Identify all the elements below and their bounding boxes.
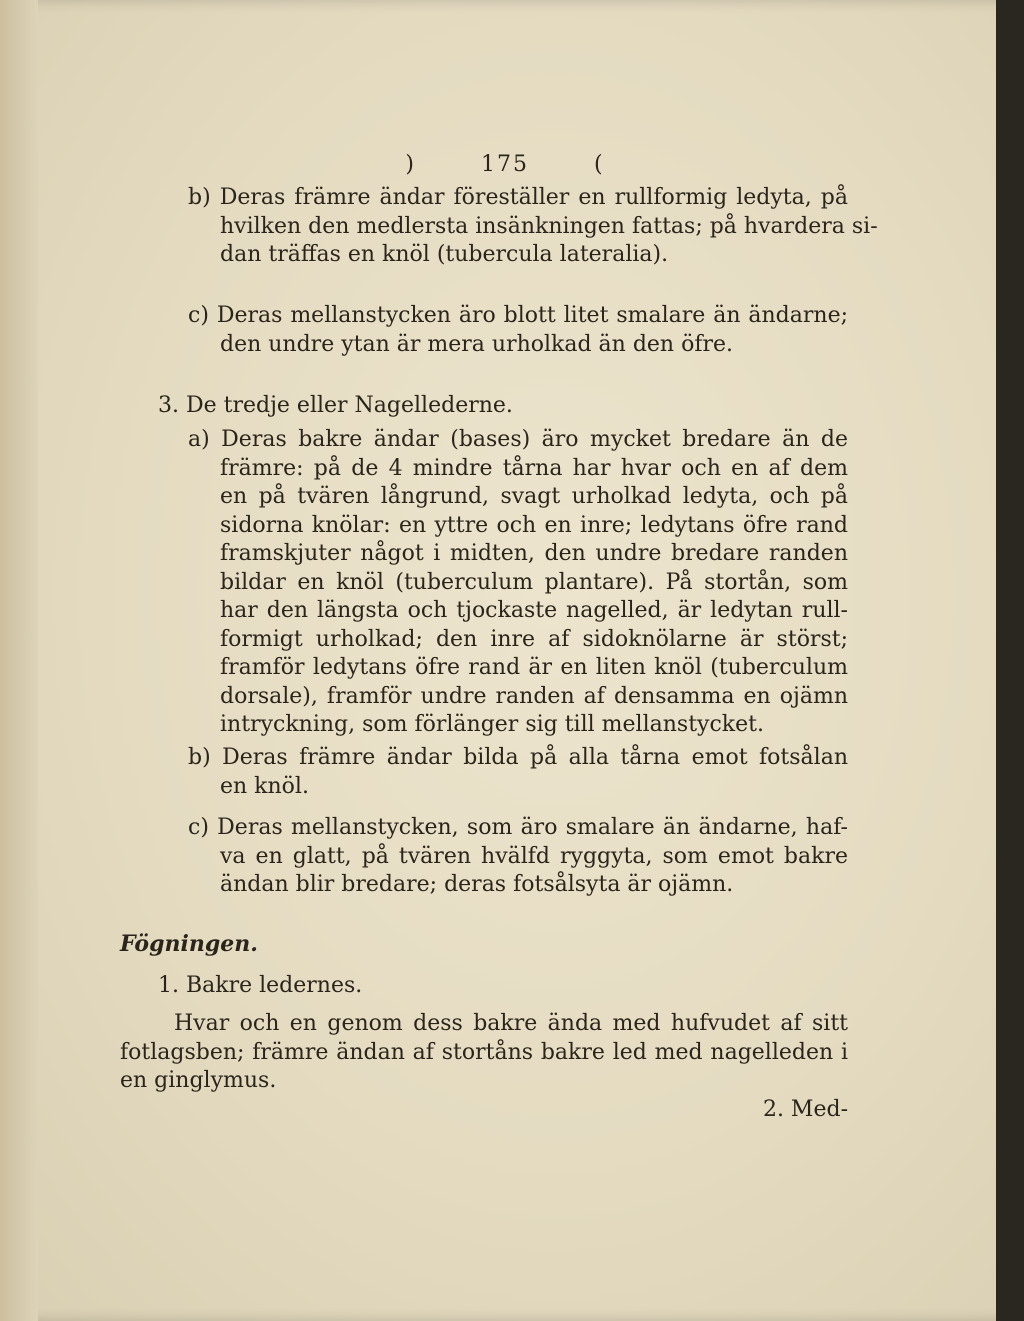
section-3-heading [158,392,848,421]
section-heading: Fögningen. [120,931,258,957]
text-line: en ginglymus. [120,1068,277,1093]
text-line: har den längsta och tjockaste nagelled, är ledytan rull- [220,598,848,623]
text-line: ändan blir bredare; deras fotsålsyta är ojämn. [220,872,734,897]
text-line: b) Deras främre ändar bilda på alla tårna emot fotsålan [188,745,848,770]
text-line: framskjuter något i midten, den undre bredare randen [220,541,848,566]
page-gutter [0,0,38,1321]
text-line: den undre ytan är mera urholkad än den öfre. [220,331,734,357]
text-line: främre: på de 4 mindre tårna har hvar och en af dem [220,455,848,481]
text-line: fotlagsben; främre ändan af stortåns bakre led med nagelleden i [120,1039,848,1065]
header-right-mark: ( [594,152,605,177]
fogningen-heading [120,930,810,959]
page-number: 175 [481,152,529,177]
text-line: intryckning, som förlänger sig till mellanstycket. [220,712,764,737]
text-line: c) Deras mellanstycken äro blott litet smalare än ändarne; [188,303,848,328]
text-line: dan träffas en knöl (tubercula lateralia). [220,242,669,267]
text-line: b) Deras främre ändar föreställer en rullformig ledyta, på [188,185,848,210]
text-line: sidorna knölar: en yttre och en inre; ledytans öfre rand [220,512,848,538]
text-line: en på tvären långrund, svagt urholkad ledyta, och på [220,484,848,509]
catchword: 2. Med- [762,1097,848,1122]
paragraph-a-rear-ends [158,426,848,740]
text-line: dorsale), framför undre randen af densamma en ojämn [220,683,848,709]
text-line: framför ledytans öfre rand är en liten knöl (tuberculum [220,655,848,680]
text-line: hvilken den medlersta insänkningen fattas; på hvardera si- [220,213,878,239]
text-line: va en glatt, på tvären hvälfd ryggyta, som emot bakre [220,843,848,869]
text-line: formigt urholkad; den inre af sidoknölarne är störst; [220,626,848,652]
scan-edge [996,0,1010,1321]
text-line: en knöl. [220,773,309,799]
subsection-1-heading [158,972,848,1001]
paragraph-b-front-ends-knob [158,744,848,801]
header-left-mark: ) [405,152,416,177]
text-line: bildar en knöl (tuberculum plantare). På stortån, som [220,569,848,595]
paragraph-b-front-ends [158,184,878,270]
paragraph-c-mid-pieces [158,302,848,359]
text-line: a) Deras bakre ändar (bases) äro mycket bredare än de [188,427,848,452]
text-line: c) Deras mellanstycken, som äro smalare än ändarne, haf- [188,815,848,840]
section-heading: 1. Bakre ledernes. [158,973,363,998]
text-line: Hvar och en genom dess bakre ända med hufvudet af sitt [174,1011,848,1036]
paragraph-joint-description [120,1010,848,1096]
paragraph-c-mid-pieces-smooth [158,814,848,900]
catchword-block [158,1096,848,1125]
section-heading: 3. De tredje eller Nagellederne. [158,393,513,418]
page-header [0,152,1010,177]
